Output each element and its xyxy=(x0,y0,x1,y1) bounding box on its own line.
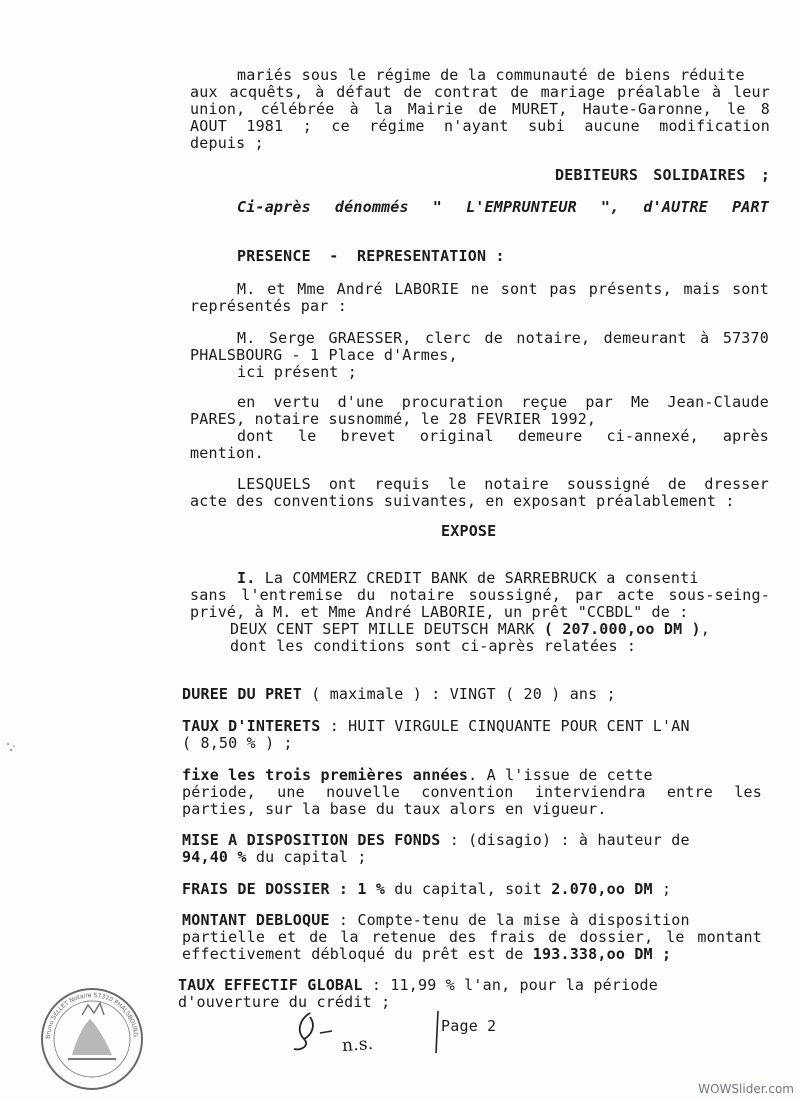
text-line xyxy=(237,570,769,587)
montant-label: MONTANT DEBLOQUE xyxy=(182,911,330,929)
text-line: privé, à M. et Mme André LABORIE, un prêt "CCBDL" de : xyxy=(190,603,689,621)
percent-text: 94,40 % xyxy=(182,848,247,866)
text-line: PHALSBOURG - 1 Place d'Armes, xyxy=(190,346,458,364)
montant-line xyxy=(182,912,690,929)
margin-speck xyxy=(5,740,17,760)
text-span: DEUX CENT SEPT MILLE DEUTSCH MARK xyxy=(230,620,544,638)
initials-text: n.s. xyxy=(341,1033,374,1057)
presence-heading: PRESENCE - REPRESENTATION : xyxy=(237,247,505,265)
text-line: ici présent ; xyxy=(237,363,357,381)
teg-line xyxy=(178,977,658,994)
duree-label: DUREE DU PRET xyxy=(182,685,302,703)
duree-value: ( maximale ) : VINGT ( 20 ) ans ; xyxy=(302,685,616,703)
section-number: I. xyxy=(237,569,256,587)
text-line xyxy=(182,849,367,866)
text-line: période, une nouvelle convention interviendra entre les xyxy=(182,783,762,801)
text-line: M. Serge GRAESSER, clerc de notaire, demeurant à 57370 xyxy=(237,329,769,347)
text-line: acte des conventions suivantes, en exposant préalablement : xyxy=(190,492,735,510)
taux-value: : HUIT VIRGULE CINQUANTE POUR CENT L'AN xyxy=(320,717,690,735)
text-span: du capital ; xyxy=(246,848,367,866)
notary-stamp xyxy=(38,985,146,1093)
teg-label: TAUX EFFECTIF GLOBAL xyxy=(178,976,363,994)
text-line: dont les conditions sont ci-après relatées : xyxy=(230,637,637,655)
text-line: partielle et de la retenue des frais de dossier, le montant xyxy=(182,928,762,946)
text-span: du capital, soit xyxy=(385,880,552,898)
text-line: depuis ; xyxy=(190,134,264,152)
fixe-line xyxy=(182,767,762,784)
debiteurs-heading: DEBITEURS SOLIDAIRES ; xyxy=(555,166,771,184)
signature-mark xyxy=(280,1005,450,1055)
mise-line xyxy=(182,832,690,849)
watermark-text: WOWSlider.com xyxy=(698,1082,794,1096)
emprunteur-line: Ci-après dénommés " L'EMPRUNTEUR ", d'AUTRE PART xyxy=(237,198,769,216)
text-line: LESQUELS ont requis le notaire soussigné de dresser xyxy=(237,475,769,493)
frais-amount: 2.070,oo DM xyxy=(551,880,653,898)
montant-value: : Compte-tenu de la mise à disposition xyxy=(329,911,690,929)
mise-value: : (disagio) : à hauteur de xyxy=(440,831,690,849)
duree-line xyxy=(182,686,616,703)
text-line: en vertu d'une procuration reçue par Me Jean-Claude xyxy=(237,393,769,411)
fixe-label: fixe les trois premières années xyxy=(182,766,469,784)
text-span: , xyxy=(700,620,711,638)
fixe-value: . A l'issue de cette xyxy=(468,766,653,784)
page-number: Page 2 xyxy=(441,1017,497,1035)
text-line: aux acquêts, à défaut de contrat de mariage préalable à leur xyxy=(190,83,770,101)
amount-text: ( 207.000,oo DM ) xyxy=(543,620,701,638)
text-line: dont le brevet original demeure ci-annexé, après xyxy=(237,427,769,445)
text-line: mariés sous le régime de la communauté de biens réduite xyxy=(237,66,745,84)
expose-heading: EXPOSE xyxy=(441,522,497,540)
mise-label: MISE A DISPOSITION DES FONDS xyxy=(182,831,441,849)
text-line: M. et Mme André LABORIE ne sont pas présents, mais sont xyxy=(237,280,769,298)
frais-label: FRAIS DE DOSSIER : 1 % xyxy=(182,880,386,898)
frais-line xyxy=(182,881,671,898)
text-line: parties, sur la base du taux alors en vigueur. xyxy=(182,800,607,818)
text-line: PARES, notaire susnommé, le 28 FEVRIER 1992, xyxy=(190,410,597,428)
text-line xyxy=(182,946,671,963)
text-line: AOUT 1981 ; ce régime n'ayant subi aucune modification xyxy=(190,117,770,135)
text-line: ( 8,50 % ) ; xyxy=(182,734,293,752)
stamp-text: Bruno SELLET Notaire 57370 PHALSBOURG xyxy=(44,991,139,1040)
text-span: ; xyxy=(652,880,672,898)
montant-amount: 193.338,oo DM ; xyxy=(532,945,672,963)
taux-label: TAUX D'INTERETS xyxy=(182,717,321,735)
text-line: d'ouverture du crédit ; xyxy=(178,993,391,1011)
teg-value: : 11,99 % l'an, pour la période xyxy=(362,976,659,994)
text-line: sans l'entremise du notaire soussigné, par acte sous-seing- xyxy=(190,586,770,604)
text-line: représentés par : xyxy=(190,297,347,315)
text-line: union, célébrée à la Mairie de MURET, Haute-Garonne, le 8 xyxy=(190,100,770,118)
text-span: effectivement débloqué du prêt est de xyxy=(182,945,533,963)
text-span: La COMMERZ CREDIT BANK de SARREBRUCK a consenti xyxy=(264,569,699,587)
taux-line xyxy=(182,718,690,735)
text-line: mention. xyxy=(190,444,264,462)
text-line xyxy=(230,621,710,638)
